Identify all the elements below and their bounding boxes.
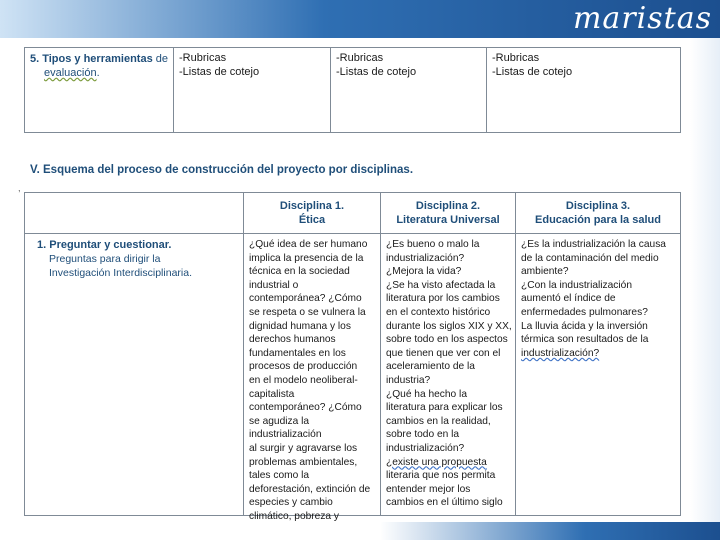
- discipline-1-header: [244, 199, 380, 227]
- question-line: derechos humanos: [249, 334, 336, 346]
- question-line: enfermedades pulmonares?: [521, 306, 648, 318]
- question-line: fundamentales en los: [249, 347, 346, 359]
- evaluation-col-2: [330, 48, 486, 132]
- stray-mark: ,: [18, 183, 21, 193]
- question-line: aumentó el índice de: [521, 293, 616, 305]
- question-line: ¿Con la industrialización: [521, 279, 632, 291]
- question-line: al surgir y agravarse los: [249, 442, 358, 454]
- column-divider: [243, 193, 244, 515]
- decorative-edge: [690, 38, 720, 540]
- question-line: literatura por los cambios: [386, 293, 500, 305]
- evaluation-table: [24, 47, 681, 133]
- question-line: entender mejor los: [386, 483, 471, 495]
- question-line: cambios en el último siglo: [386, 497, 503, 509]
- question-line: problemas ambientales,: [249, 456, 358, 468]
- question-line: literaria que nos permita: [386, 470, 496, 482]
- row-subheading: Preguntas para dirigir la: [49, 253, 161, 265]
- question-line: ¿Es la industrialización la causa: [521, 239, 666, 250]
- question-line: técnica en la sociedad: [249, 266, 350, 278]
- question-line: procesos de producción: [249, 361, 358, 373]
- discipline-label: Disciplina 1.: [279, 200, 345, 212]
- question-line: ¿Es bueno o malo la: [386, 239, 480, 250]
- tool-item: -Listas de cotejo: [179, 65, 260, 78]
- question-line: contemporáneo? ¿Cómo: [249, 402, 362, 414]
- literature-questions: [386, 238, 514, 510]
- question-line: se agudiza la industrialización: [249, 415, 322, 441]
- evaluation-col-3: [486, 48, 682, 132]
- question-line: industrialización?: [521, 347, 600, 359]
- question-line: en el contexto histórico: [386, 306, 491, 318]
- disciplines-table: [24, 192, 681, 522]
- row-title-cell: [37, 238, 237, 280]
- question-line: se respeta o se vulnera la: [249, 306, 366, 318]
- evaluation-subheading: evaluación: [44, 67, 97, 79]
- tool-item: -Listas de cotejo: [492, 65, 573, 78]
- maristas-logo: maristas: [572, 1, 712, 36]
- question-line: industrial o: [249, 279, 299, 291]
- discipline-name: Educación para la salud: [535, 214, 661, 226]
- evaluation-heading-de: de: [155, 53, 168, 65]
- question-line: ¿Qué ha hecho la: [386, 388, 467, 400]
- question-line: implica la presencia de la: [249, 252, 364, 264]
- row-subheading: Investigación Interdisciplinaria.: [49, 267, 192, 279]
- question-line: contemporánea? ¿Cómo: [249, 293, 362, 305]
- question-line: La lluvia ácida y la inversión: [521, 320, 648, 332]
- period: .: [96, 67, 100, 79]
- question-line: que tienen que ver con el: [386, 347, 501, 359]
- header-divider: [25, 233, 680, 234]
- evaluation-heading: 5. Tipos y herramientas: [30, 53, 153, 65]
- question-line: ¿Mejora la vida?: [386, 266, 462, 278]
- footer-band: [380, 522, 720, 540]
- question-line: industria?: [386, 374, 431, 386]
- discipline-3-header: [516, 199, 680, 227]
- tool-item: -Rubricas: [179, 52, 227, 64]
- question-line: cambios en la realidad,: [386, 415, 491, 427]
- section-title: V. Esquema del proceso de construcción del proyecto por disciplinas.: [30, 164, 414, 176]
- discipline-label: Disciplina 3.: [565, 200, 631, 212]
- discipline-label: Disciplina 2.: [415, 200, 481, 212]
- evaluation-col-1: [173, 48, 330, 132]
- question-line: ¿existe una propuesta: [386, 456, 487, 468]
- question-line: tales como la: [249, 470, 310, 482]
- question-line: sobre todo en los aspectos: [386, 334, 508, 346]
- ethics-questions: [249, 238, 377, 523]
- health-questions: [521, 238, 681, 360]
- header-band: [0, 0, 720, 38]
- question-line: climático, pobreza y: [249, 510, 340, 522]
- question-line: industrialización?: [386, 442, 465, 454]
- question-line: aceleramiento de la: [386, 361, 475, 373]
- question-line: térmica son resultados de la: [521, 334, 649, 346]
- discipline-name: Literatura Universal: [396, 214, 500, 226]
- column-divider: [515, 193, 516, 515]
- evaluation-header-cell: [25, 48, 173, 132]
- question-line: deforestación, extinción de: [249, 483, 371, 495]
- question-line: ambiente?: [521, 266, 569, 278]
- tool-item: -Listas de cotejo: [336, 65, 417, 78]
- column-divider: [380, 193, 381, 515]
- question-line: en el modelo neoliberal-: [249, 374, 358, 386]
- discipline-name: Ética: [298, 214, 326, 226]
- tool-item: -Rubricas: [492, 52, 540, 64]
- question-line: durante los siglos XIX y XX,: [386, 320, 512, 332]
- question-line: sobre todo en la: [386, 429, 460, 441]
- question-line: ¿Qué idea de ser humano: [249, 239, 368, 250]
- question-line: ¿Se ha visto afectada la: [386, 279, 496, 291]
- question-line: literatura para explicar los: [386, 402, 503, 414]
- question-line: de la contaminación del medio: [521, 252, 659, 264]
- question-line: dignidad humana y los: [249, 320, 351, 332]
- question-line: capitalista: [249, 388, 295, 400]
- question-line: especies y cambio: [249, 497, 333, 509]
- question-line: industrialización?: [386, 252, 465, 264]
- row-heading: 1. Preguntar y cuestionar.: [37, 239, 172, 251]
- discipline-2-header: [381, 199, 515, 227]
- tool-item: -Rubricas: [336, 52, 384, 64]
